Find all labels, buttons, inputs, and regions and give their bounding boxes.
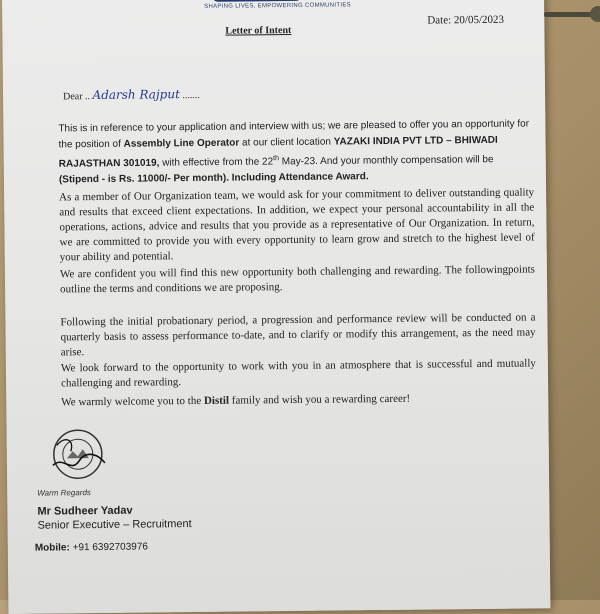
paragraph-confidence: We are confident you will find this new opportunity both challenging and rewarding. The followingpoints outline the terms and conditions we are proposing.: [59, 263, 535, 296]
offer-location: YAZAKI INDIA PVT LTD – BHIWADI RAJASTHAN 301019,: [58, 134, 498, 170]
offer-date-suffix: th: [273, 155, 279, 163]
paragraph-commitment: As a member of Our Organization team, we would ask for your commitment to deliver outstanding quality and results that exceed client expectations. In addition, we expect your personal accountability in all the operations, actions, advice and results that you provide as a representative of Our Organization. In return, we are committed to provide you with every opportunity to learn grow and stretch to the highest level of your ability and potential.: [59, 186, 535, 264]
welcome-company: Distil: [203, 394, 230, 407]
mobile-number: +91 6392703976: [69, 541, 148, 554]
salutation-suffix: .......: [179, 89, 200, 102]
paragraph-probation: Following the initial probationary period, a progression and performance review will be conducted on a quarterly basis to assess performance to-date, and to clarify or modify this arrangement, as the need may arise.: [60, 311, 536, 359]
company-seal-stamp: [49, 425, 108, 484]
salutation: [63, 87, 200, 102]
paragraph-welcome: [61, 390, 536, 410]
recipient-name: Adarsh Rajput: [92, 87, 180, 103]
letter-title: Letter of Intent: [225, 24, 292, 37]
key-object: [540, 4, 600, 26]
closing-warm-regards: Warm Regards: [37, 488, 91, 498]
offer-stipend: (Stipend - is Rs. 11000/- Per month). Including Attendance Award.: [58, 171, 369, 186]
paragraph-offer: [58, 116, 534, 188]
paragraph-look-forward: We look forward to the opportunity to work with you in an atmosphere that is successful and mutually challenging and rewarding.: [60, 357, 536, 390]
offer-position: Assembly Line Operator: [123, 137, 240, 150]
offer-text-4: May-23. And your monthly compensation will be: [278, 154, 494, 168]
welcome-text-2: family and wish you a rewarding career!: [228, 392, 411, 407]
offer-text-2: at our client location: [239, 136, 334, 149]
signer-role: Senior Executive – Recruitment: [37, 518, 192, 532]
letterhead-tagline: SHAPING LIVES, EMPOWERING COMMUNITIES: [204, 2, 351, 10]
salutation-prefix: Dear ..: [63, 91, 93, 103]
letter-paper: [2, 0, 550, 614]
signer-mobile: [35, 542, 148, 554]
welcome-text-1: We warmly welcome you to the: [61, 394, 205, 409]
signer-name: Mr Sudheer Yadav: [37, 504, 133, 518]
offer-text-3: with effective from the 22: [159, 156, 274, 169]
company-logo: [212, 0, 302, 2]
mobile-label: Mobile:: [34, 542, 70, 554]
offer-text-1: This is in reference to your application and interview with us; we are pleased to offer you an opportunity for the position of: [58, 118, 530, 151]
letter-date: Date: 20/05/2023: [427, 13, 505, 27]
